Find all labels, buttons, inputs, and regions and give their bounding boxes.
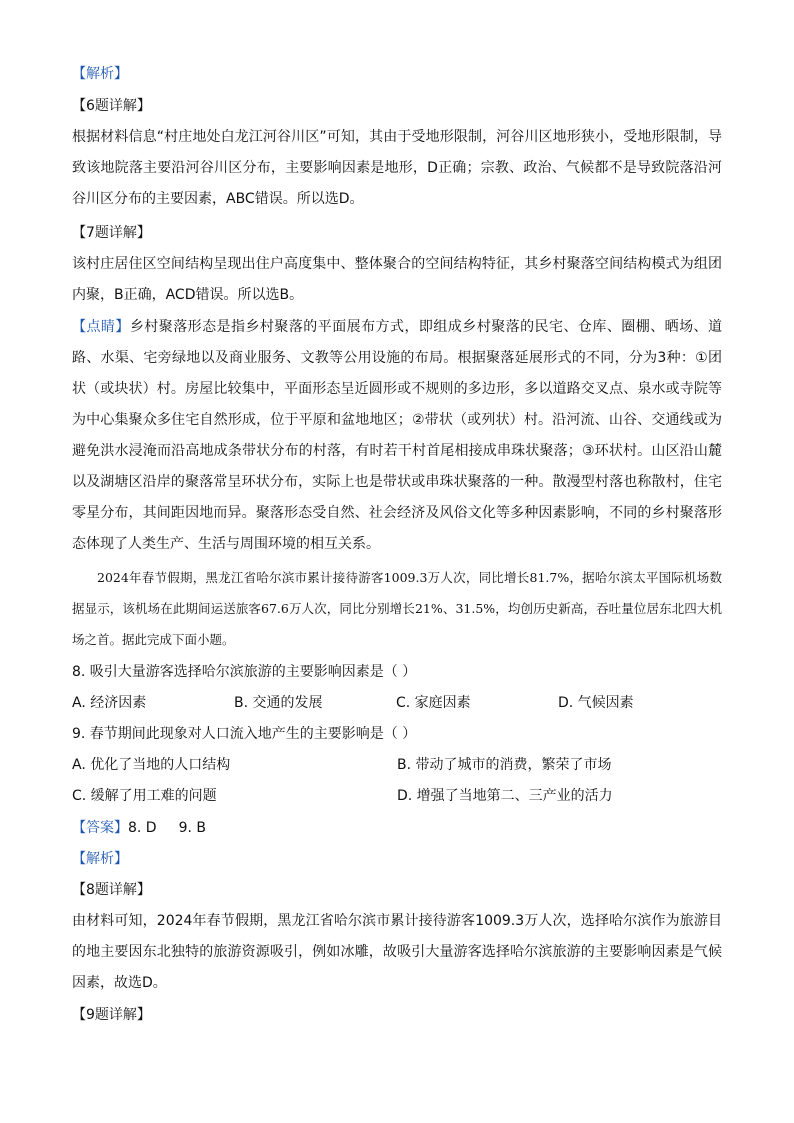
q6-detail-heading: 【6题详解】 bbox=[72, 98, 151, 114]
analysis-heading: 【解析】 bbox=[72, 66, 128, 82]
q8-option-c: C. 家庭因素 bbox=[396, 695, 471, 711]
q9-detail-heading: 【9题详解】 bbox=[72, 1007, 151, 1023]
q9-option-a: A. 优化了当地的人口结构 bbox=[72, 757, 231, 773]
q8-detail-text: 由材料可知，2024年春节假期，黑龙江省哈尔滨市累计接待游客1009.3万人次，选择哈尔滨作为旅游目的地主要因东北独特的旅游资源吸引，例如冰雕，故吸引大量游客选择哈尔滨旅游的主要影响因素是气候因素，故选D。 bbox=[72, 913, 722, 991]
q8-option-d: D. 气候因素 bbox=[558, 695, 634, 711]
q9-stem: 9. 春节期间此现象对人口流入地产生的主要影响是（ ） bbox=[72, 726, 417, 742]
q9-options-row1 bbox=[72, 750, 722, 781]
q9-option-b: B. 带动了城市的消费，繁荣了市场 bbox=[397, 757, 612, 773]
q6-detail-text: 根据材料信息“村庄地处白龙江河谷川区”可知，其由于受地形限制，河谷川区地形狭小，受地形限制，导致该地院落主要沿河谷川区分布，主要影响因素是地形，D正确；宗教、政治、气候都不是导致院落沿河谷川区分布的主要因素，ABC错误。所以选D。 bbox=[72, 129, 722, 207]
q8-option-a: A. 经济因素 bbox=[72, 695, 147, 711]
q8-option-b: B. 交通的发展 bbox=[234, 695, 323, 711]
answer-heading: 【答案】 bbox=[72, 820, 128, 836]
q8-detail-heading: 【8题详解】 bbox=[72, 882, 151, 898]
q9-options-row2 bbox=[72, 781, 722, 812]
tips-text: 乡村聚落形态是指乡村聚落的平面展布方式，即组成乡村聚落的民宅、仓库、圈棚、晒场、道路、水渠、宅旁绿地以及商业服务、文教等公用设施的布局。根据聚落延展形式的不同，分为3种：①团状（或块状）村。房屋比较集中，平面形态呈近圆形或不规则的多边形，多以道路交叉点、泉水或寺院等为中心集聚众多住宅自然形成，位于平原和盆地地区；②带状（或列状）村。沿河流、山谷、交通线或为避免洪水浸淹而沿高地成条带状分布的村落，有时若干村首尾相接成串珠状聚落；③环状村。山区沿山麓以及湖塘区沿岸的聚落常呈环状分布，实际上也是带状或串珠状聚落的一种。散漫型村落也称散村，住宅零星分布，其间距因地而异。聚落形态受自然、社会经济及风俗文化等多种因素影响，不同的乡村聚落形态体现了人类生产、生活与周围环境的相互关系。 bbox=[72, 319, 723, 552]
q8-stem: 8. 吸引大量游客选择哈尔滨旅游的主要影响因素是（ ） bbox=[72, 664, 417, 680]
analysis-heading-2: 【解析】 bbox=[72, 851, 128, 867]
q9-option-c: C. 缓解了用工难的问题 bbox=[72, 788, 217, 804]
tips-paragraph bbox=[72, 312, 722, 560]
tips-heading: 【点睛】 bbox=[72, 319, 130, 335]
material-paragraph: 2024年春节假期，黑龙江省哈尔滨市累计接待游客1009.3万人次，同比增长81.7%，据哈尔滨太平国际机场数据显示，该机场在此期间运送旅客67.6万人次，同比分别增长21%、31.5%，均创历史新高，吞吐量位居东北四大机场之首。据此完成下面小题。 bbox=[72, 570, 722, 647]
answer-8: 8. D bbox=[128, 820, 157, 836]
q8-options bbox=[72, 688, 722, 719]
q9-option-d: D. 增强了当地第二、三产业的活力 bbox=[397, 788, 613, 804]
q7-detail-heading: 【7题详解】 bbox=[72, 225, 151, 241]
answer-9: 9. B bbox=[178, 820, 207, 836]
q7-detail-text: 该村庄居住区空间结构呈现出住户高度集中、整体聚合的空间结构特征，其乡村聚落空间结构模式为组团内聚，B正确，ACD错误。所以选B。 bbox=[72, 256, 722, 303]
answer-line bbox=[72, 813, 722, 844]
